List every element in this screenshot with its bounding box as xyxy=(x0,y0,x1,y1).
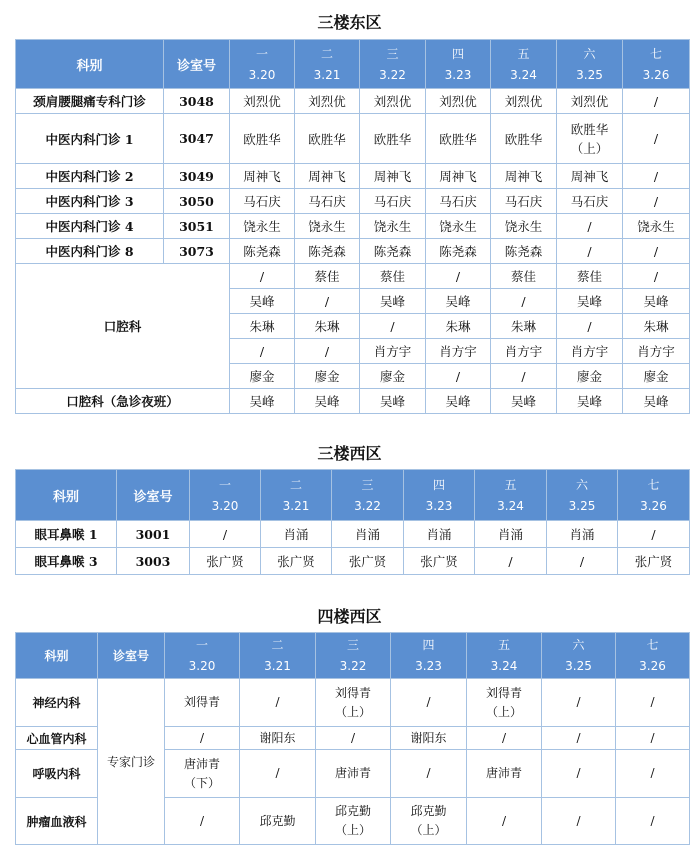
schedule-cell: 吴峰 xyxy=(295,389,360,414)
schedule-cell: / xyxy=(316,727,391,750)
table-row xyxy=(16,264,690,289)
table-row xyxy=(16,114,690,164)
table-header-row xyxy=(16,40,690,89)
table-row xyxy=(16,239,690,264)
schedule-cell: 肖涌 xyxy=(332,521,404,548)
dept-cell: 中医内科门诊 3 xyxy=(16,189,164,214)
schedule-cell: / xyxy=(295,339,360,364)
schedule-cell: / xyxy=(426,264,491,289)
dept-cell: 肿瘤血液科 xyxy=(16,798,98,845)
section-title-3f-east: 三楼东区 xyxy=(317,13,382,32)
schedule-cell: 饶永生 xyxy=(230,214,295,239)
schedule-cell: 周神飞 xyxy=(360,164,426,189)
room-cell: 3048 xyxy=(164,89,230,114)
schedule-cell: 陈尧森 xyxy=(230,239,295,264)
schedule-cell: / xyxy=(190,521,261,548)
dept-cell: 颈肩腰腿痛专科门诊 xyxy=(16,89,164,114)
schedule-cell: 肖方宇 xyxy=(426,339,491,364)
schedule-cell: 饶永生 xyxy=(295,214,360,239)
col-header-day: 五 3.24 xyxy=(467,633,542,679)
col-header-day: 六 3.25 xyxy=(547,470,618,521)
section-title-4f-west: 四楼西区 xyxy=(317,607,382,626)
schedule-cell: 肖涌 xyxy=(261,521,332,548)
table-header-row xyxy=(16,633,690,679)
schedule-cell: 蔡佳 xyxy=(295,264,360,289)
schedule-cell: 欧胜华 xyxy=(491,114,557,164)
schedule-cell: / xyxy=(426,364,491,389)
schedule-cell: 马石庆 xyxy=(295,189,360,214)
schedule-cell: 朱琳 xyxy=(623,314,690,339)
schedule-cell: 吴峰 xyxy=(557,289,623,314)
schedule-cell: / xyxy=(623,264,690,289)
room-cell: 3001 xyxy=(117,521,190,548)
schedule-table-4f-west xyxy=(15,632,690,845)
schedule-cell: 张广贤 xyxy=(404,548,475,575)
dept-cell: 心血管内科 xyxy=(16,727,98,750)
schedule-cell: 蔡佳 xyxy=(491,264,557,289)
schedule-cell: / xyxy=(542,798,616,845)
schedule-cell: 谢阳东 xyxy=(240,727,316,750)
schedule-cell: 欧胜华 xyxy=(426,114,491,164)
col-header-day: 四 3.23 xyxy=(391,633,467,679)
dept-cell: 中医内科门诊 1 xyxy=(16,114,164,164)
section-title-3f-west: 三楼西区 xyxy=(317,444,382,463)
schedule-cell: / xyxy=(557,239,623,264)
schedule-cell: 周神飞 xyxy=(230,164,295,189)
schedule-cell: 吴峰 xyxy=(557,389,623,414)
schedule-cell: 饶永生 xyxy=(360,214,426,239)
schedule-cell: 陈尧森 xyxy=(360,239,426,264)
col-header-day: 四 3.23 xyxy=(426,40,491,89)
room-cell: 3047 xyxy=(164,114,230,164)
dept-cell: 眼耳鼻喉 1 xyxy=(16,521,117,548)
schedule-cell: / xyxy=(623,239,690,264)
schedule-cell: 廖金 xyxy=(623,364,690,389)
schedule-cell: 张广贤 xyxy=(332,548,404,575)
schedule-cell: / xyxy=(467,727,542,750)
schedule-cell: 吴峰 xyxy=(360,389,426,414)
schedule-cell: 唐沛青 （下） xyxy=(165,750,240,798)
schedule-cell: 廖金 xyxy=(557,364,623,389)
dept-cell-oral-night: 口腔科（急诊夜班） xyxy=(16,389,230,414)
col-header-day: 五 3.24 xyxy=(491,40,557,89)
table-row xyxy=(16,521,690,548)
room-cell: 3049 xyxy=(164,164,230,189)
table-row xyxy=(16,389,690,414)
schedule-cell: / xyxy=(240,750,316,798)
schedule-cell: / xyxy=(240,679,316,727)
col-header-day: 二 3.21 xyxy=(240,633,316,679)
dept-cell: 中医内科门诊 8 xyxy=(16,239,164,264)
schedule-cell: 陈尧森 xyxy=(491,239,557,264)
col-header-day: 七 3.26 xyxy=(616,633,690,679)
schedule-cell: 朱琳 xyxy=(230,314,295,339)
schedule-cell: / xyxy=(623,189,690,214)
dept-cell: 呼吸内科 xyxy=(16,750,98,798)
schedule-cell: / xyxy=(165,727,240,750)
table-row xyxy=(16,89,690,114)
col-header-day: 五 3.24 xyxy=(475,470,547,521)
schedule-cell: 欧胜华 xyxy=(230,114,295,164)
room-cell: 3003 xyxy=(117,548,190,575)
schedule-cell: 周神飞 xyxy=(295,164,360,189)
schedule-cell: 廖金 xyxy=(360,364,426,389)
schedule-cell: / xyxy=(557,214,623,239)
schedule-cell: 吴峰 xyxy=(426,289,491,314)
col-header-day: 一 3.20 xyxy=(165,633,240,679)
dept-cell: 中医内科门诊 2 xyxy=(16,164,164,189)
room-cell-expert-clinic: 专家门诊 xyxy=(98,679,165,845)
schedule-cell: / xyxy=(616,679,690,727)
schedule-cell: / xyxy=(616,798,690,845)
schedule-cell: 肖涌 xyxy=(547,521,618,548)
schedule-cell: 马石庆 xyxy=(426,189,491,214)
schedule-cell: 刘烈优 xyxy=(557,89,623,114)
schedule-cell: / xyxy=(542,679,616,727)
col-header-day: 四 3.23 xyxy=(404,470,475,521)
schedule-cell: 张广贤 xyxy=(261,548,332,575)
schedule-cell: / xyxy=(467,798,542,845)
schedule-cell: / xyxy=(165,798,240,845)
schedule-cell: 肖方宇 xyxy=(623,339,690,364)
room-cell: 3051 xyxy=(164,214,230,239)
schedule-cell: 欧胜华 xyxy=(295,114,360,164)
col-header-day: 一 3.20 xyxy=(190,470,261,521)
table-row xyxy=(16,548,690,575)
schedule-cell: 饶永生 xyxy=(623,214,690,239)
table-row xyxy=(16,164,690,189)
schedule-cell: 周神飞 xyxy=(426,164,491,189)
schedule-cell: / xyxy=(360,314,426,339)
col-header-day: 六 3.25 xyxy=(542,633,616,679)
col-header-day: 二 3.21 xyxy=(295,40,360,89)
schedule-cell: 肖方宇 xyxy=(360,339,426,364)
schedule-cell: 肖方宇 xyxy=(557,339,623,364)
dept-cell: 眼耳鼻喉 3 xyxy=(16,548,117,575)
schedule-cell: / xyxy=(475,548,547,575)
schedule-cell: 肖方宇 xyxy=(491,339,557,364)
schedule-table-3f-east xyxy=(15,39,690,414)
table-row xyxy=(16,214,690,239)
schedule-cell: 张广贤 xyxy=(190,548,261,575)
schedule-cell: 刘烈优 xyxy=(295,89,360,114)
dept-cell: 中医内科门诊 4 xyxy=(16,214,164,239)
schedule-cell: 陈尧森 xyxy=(426,239,491,264)
schedule-cell: 刘烈优 xyxy=(360,89,426,114)
col-header-day: 七 3.26 xyxy=(623,40,690,89)
schedule-cell: / xyxy=(295,289,360,314)
col-header-room: 诊室号 xyxy=(164,40,230,89)
schedule-cell: 肖涌 xyxy=(475,521,547,548)
dept-cell-oral: 口腔科 xyxy=(16,264,230,389)
schedule-cell: 朱琳 xyxy=(295,314,360,339)
schedule-cell: 邱克勤 （上） xyxy=(391,798,467,845)
schedule-cell: / xyxy=(623,89,690,114)
schedule-cell: / xyxy=(391,750,467,798)
schedule-cell: 廖金 xyxy=(295,364,360,389)
schedule-cell: 吴峰 xyxy=(230,289,295,314)
schedule-cell: 周神飞 xyxy=(491,164,557,189)
col-header-day: 三 3.22 xyxy=(316,633,391,679)
col-header-day: 一 3.20 xyxy=(230,40,295,89)
schedule-cell: / xyxy=(618,521,690,548)
col-header-day: 七 3.26 xyxy=(618,470,690,521)
schedule-cell: 饶永生 xyxy=(491,214,557,239)
schedule-cell: 肖涌 xyxy=(404,521,475,548)
schedule-cell: / xyxy=(230,264,295,289)
col-header-room: 诊室号 xyxy=(98,633,165,679)
schedule-cell: / xyxy=(491,364,557,389)
schedule-cell: 欧胜华 xyxy=(360,114,426,164)
schedule-cell: 马石庆 xyxy=(557,189,623,214)
schedule-cell: / xyxy=(391,679,467,727)
schedule-cell: 廖金 xyxy=(230,364,295,389)
col-header-day: 三 3.22 xyxy=(360,40,426,89)
table-row xyxy=(16,189,690,214)
schedule-cell: 吴峰 xyxy=(426,389,491,414)
schedule-cell: 马石庆 xyxy=(360,189,426,214)
schedule-cell: 蔡佳 xyxy=(557,264,623,289)
schedule-cell: / xyxy=(623,114,690,164)
schedule-cell: / xyxy=(616,727,690,750)
col-header-day: 六 3.25 xyxy=(557,40,623,89)
schedule-cell: 邱克勤 （上） xyxy=(316,798,391,845)
schedule-cell: 马石庆 xyxy=(491,189,557,214)
schedule-cell: 唐沛青 xyxy=(467,750,542,798)
schedule-cell: / xyxy=(623,164,690,189)
schedule-cell: 吴峰 xyxy=(230,389,295,414)
schedule-table-3f-west xyxy=(15,469,690,575)
schedule-cell: 刘得青 （上） xyxy=(467,679,542,727)
schedule-cell: / xyxy=(547,548,618,575)
room-cell: 3050 xyxy=(164,189,230,214)
schedule-cell: 谢阳东 xyxy=(391,727,467,750)
schedule-cell: 刘烈优 xyxy=(491,89,557,114)
schedule-cell: 刘得青 （上） xyxy=(316,679,391,727)
schedule-cell: 陈尧森 xyxy=(295,239,360,264)
schedule-cell: / xyxy=(616,750,690,798)
schedule-cell: / xyxy=(542,750,616,798)
col-header-day: 二 3.21 xyxy=(261,470,332,521)
col-header-dept: 科别 xyxy=(16,40,164,89)
schedule-cell: 唐沛青 xyxy=(316,750,391,798)
col-header-dept: 科别 xyxy=(16,470,117,521)
schedule-cell: 朱琳 xyxy=(426,314,491,339)
schedule-cell: / xyxy=(542,727,616,750)
table-row xyxy=(16,679,690,727)
schedule-cell: 吴峰 xyxy=(623,289,690,314)
schedule-cell: 饶永生 xyxy=(426,214,491,239)
col-header-room: 诊室号 xyxy=(117,470,190,521)
schedule-cell: 马石庆 xyxy=(230,189,295,214)
schedule-cell: 刘得青 xyxy=(165,679,240,727)
schedule-cell: 邱克勤 xyxy=(240,798,316,845)
dept-cell: 神经内科 xyxy=(16,679,98,727)
schedule-cell: 吴峰 xyxy=(360,289,426,314)
schedule-cell: 吴峰 xyxy=(491,389,557,414)
table-header-row xyxy=(16,470,690,521)
schedule-cell: 刘烈优 xyxy=(230,89,295,114)
col-header-day: 三 3.22 xyxy=(332,470,404,521)
schedule-cell: 欧胜华 （上） xyxy=(557,114,623,164)
schedule-cell: 张广贤 xyxy=(618,548,690,575)
schedule-cell: 周神飞 xyxy=(557,164,623,189)
schedule-cell: 蔡佳 xyxy=(360,264,426,289)
schedule-cell: 刘烈优 xyxy=(426,89,491,114)
col-header-dept: 科别 xyxy=(16,633,98,679)
schedule-cell: / xyxy=(557,314,623,339)
room-cell: 3073 xyxy=(164,239,230,264)
schedule-cell: 吴峰 xyxy=(623,389,690,414)
schedule-cell: / xyxy=(230,339,295,364)
schedule-cell: / xyxy=(491,289,557,314)
schedule-cell: 朱琳 xyxy=(491,314,557,339)
